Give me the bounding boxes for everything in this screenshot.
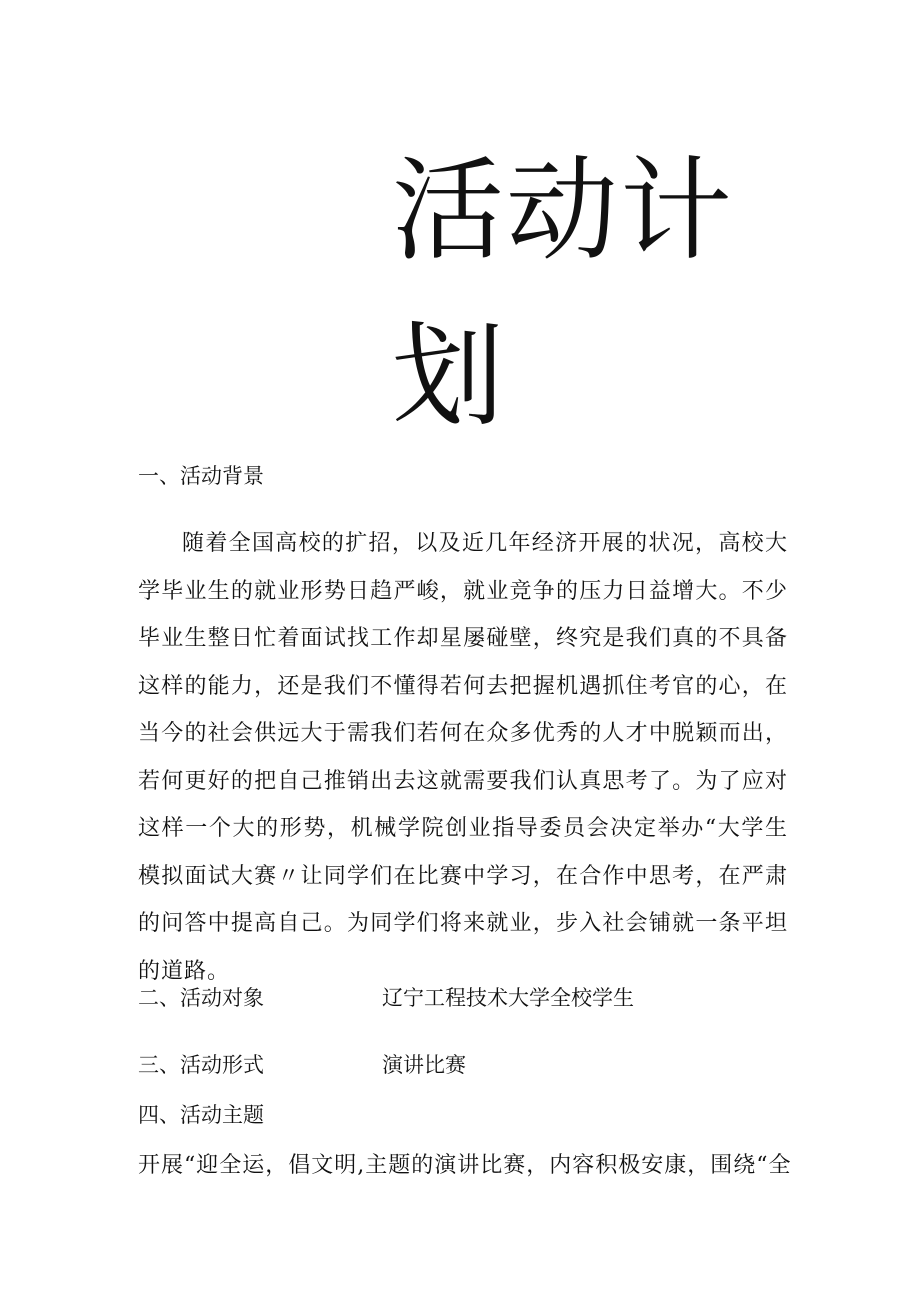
section-value-format: 演讲比赛 [382, 1053, 466, 1077]
section-target [138, 984, 634, 1012]
section-body-background: 随着全国高校的扩招，以及近几年经济开展的状况，高校大学毕业生的就业形势日趋严峻，就业竞争的压力日益增大。不少毕业生整日忙着面试找工作却星屡碰壁，终究是我们真的不具备这样的能力，还是我们不懂得若何去把握机遇抓住考官的心，在当今的社会供远大于需我们若何在众多优秀的人才中脱颖而出，若何更好的把自己推销出去这就需要我们认真思考了。为了应对这样一个大的形势，机械学院创业指导委员会决定举办“大学生模拟面试大赛〃让同学们在比赛中学习，在合作中思考，在严肃的问答中提高自己。为同学们将来就业，步入社会铺就一条平坦的道路。 [138, 531, 788, 984]
section-body-theme: 开展“迎全运，倡文明,主题的演讲比赛，内容积极安康，围绕“全 [138, 1153, 792, 1178]
section-heading-format: 三、活动形式 [138, 1053, 264, 1077]
section-heading-background: 一、活动背景 [138, 464, 264, 488]
section-heading-target: 二、活动对象 [138, 986, 264, 1010]
document-title: 活动计划 [392, 146, 734, 442]
section-format [138, 1051, 466, 1079]
section-value-target: 辽宁工程技术大学全校学生 [382, 986, 634, 1010]
section-heading-theme: 四、活动主题 [138, 1103, 264, 1127]
